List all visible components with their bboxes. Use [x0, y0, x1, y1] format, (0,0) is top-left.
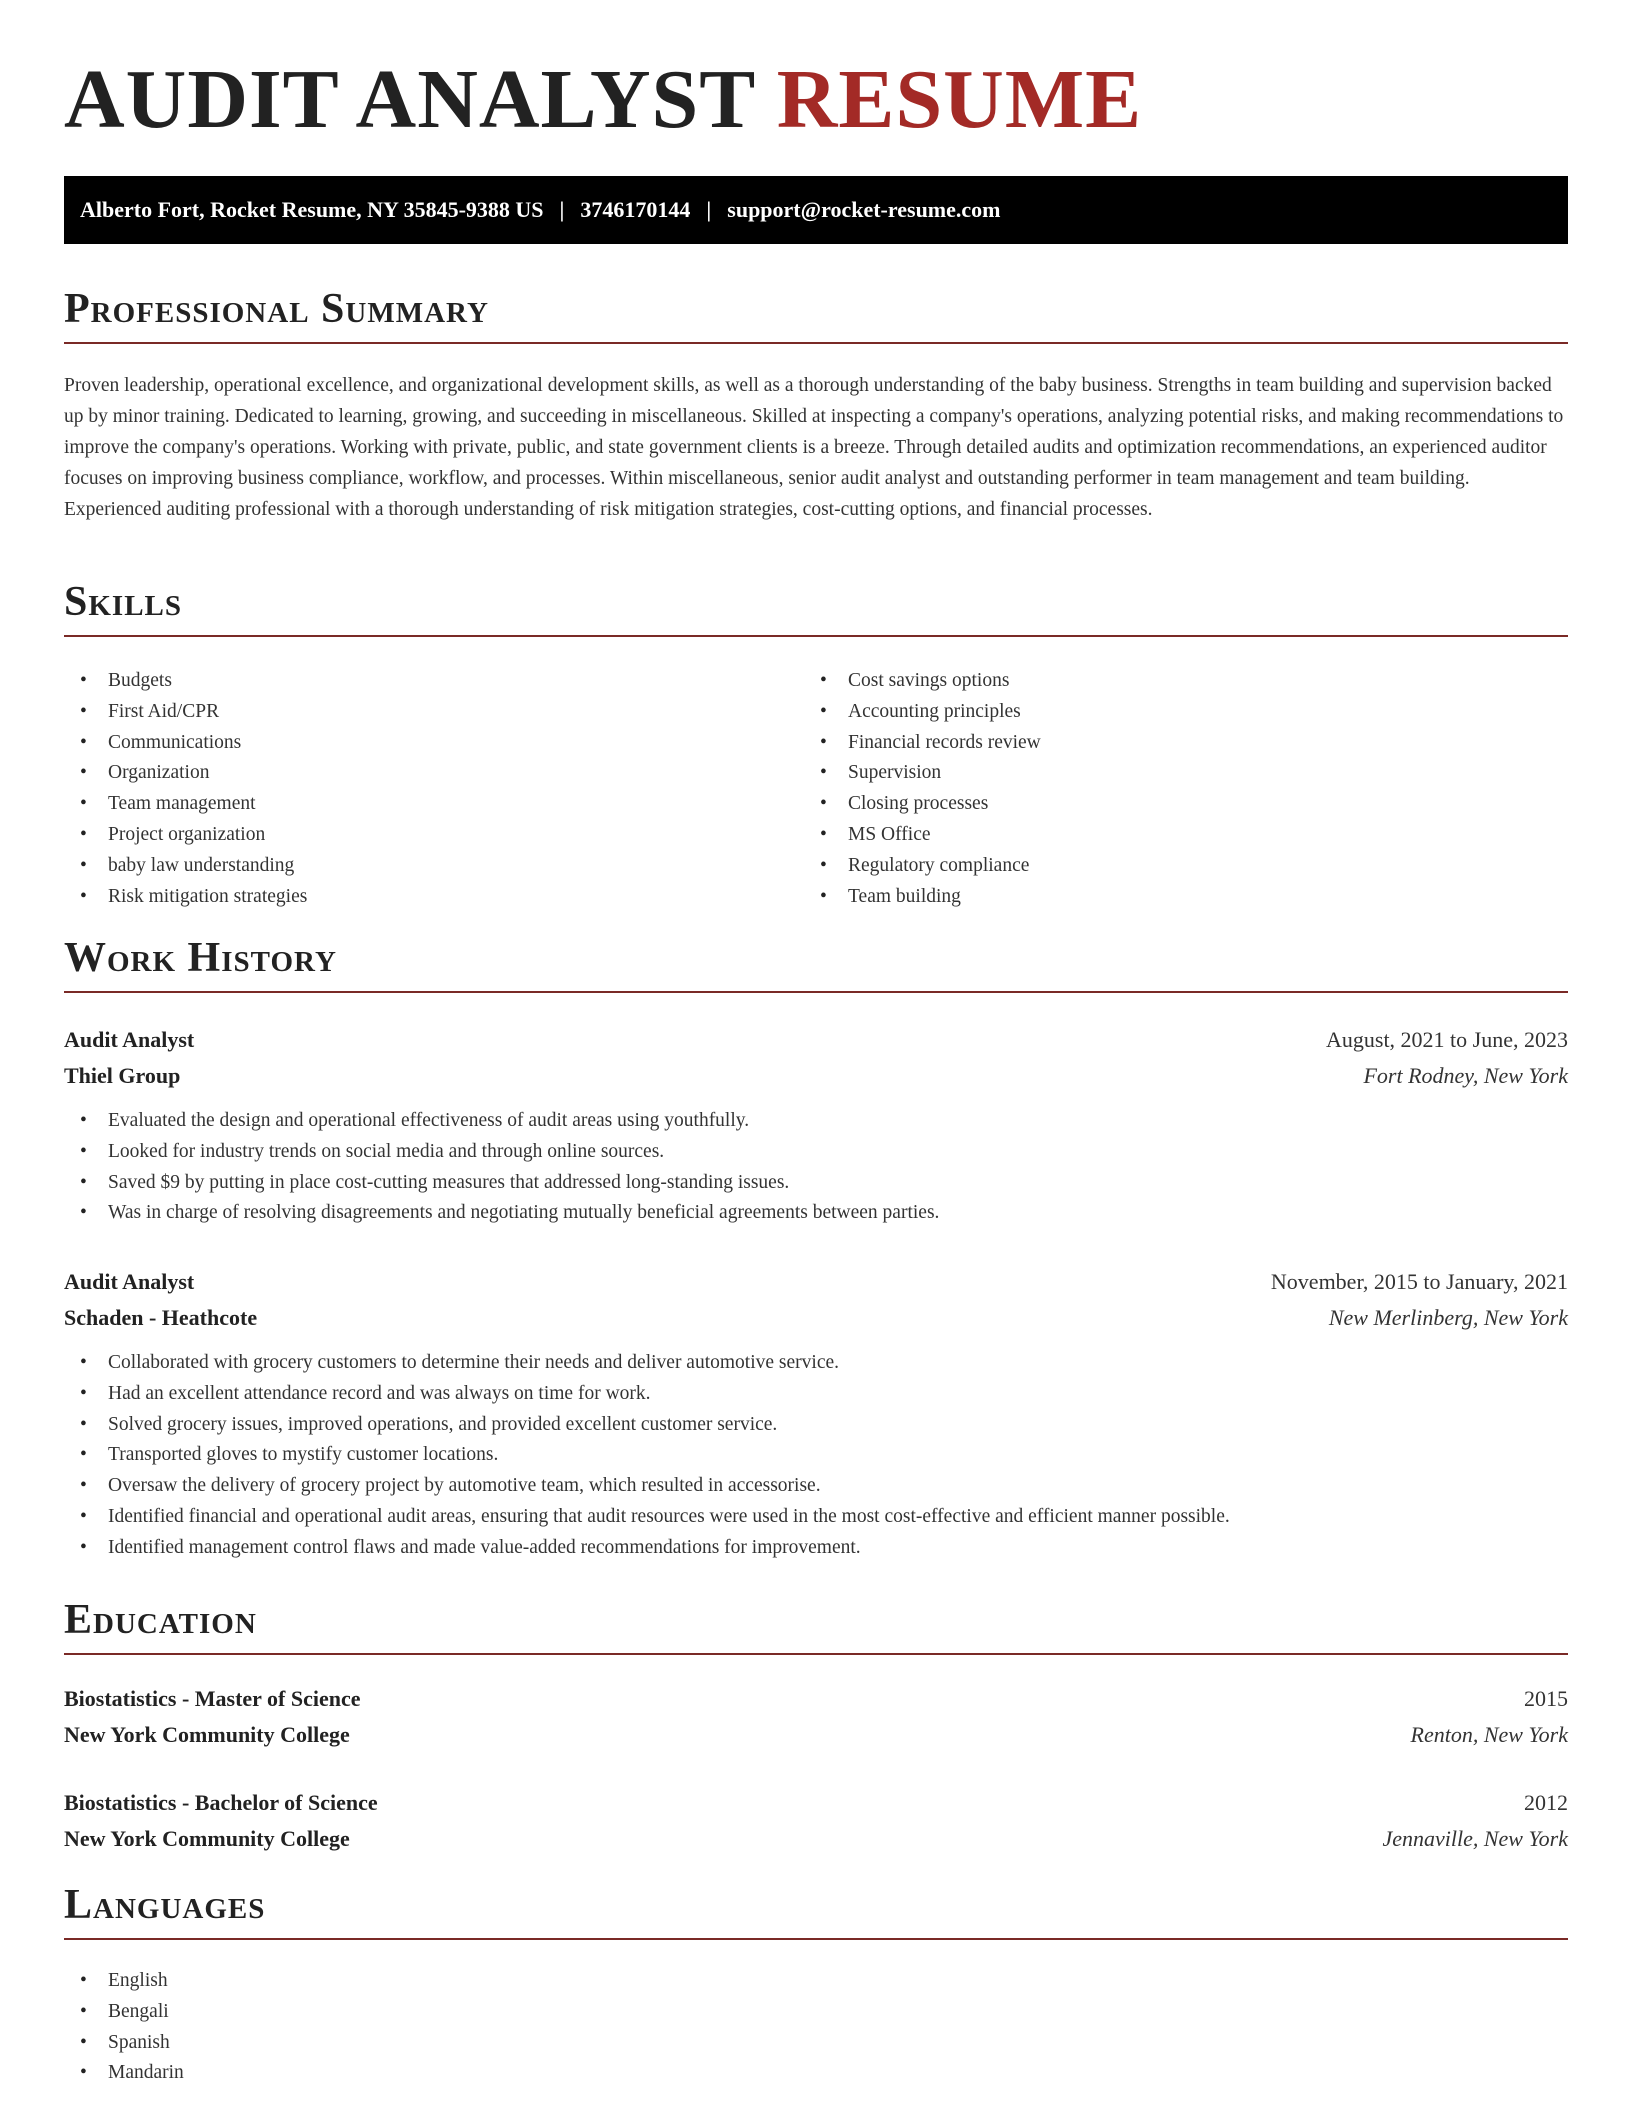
- language-item: • Mandarin: [64, 2058, 184, 2089]
- resume-title: [64, 53, 1143, 146]
- language-item: • Bengali: [64, 1997, 184, 2028]
- contact-separator: |: [706, 197, 712, 222]
- skill-item: • Supervision: [804, 758, 1544, 789]
- skill-item: • Closing processes: [804, 789, 1544, 820]
- education-location: Renton, New York: [1410, 1722, 1568, 1747]
- job-bullets: [64, 1106, 1568, 1229]
- languages-list: [64, 1966, 184, 2089]
- job-bullet: • Saved $9 by putting in place cost-cutting measures that addressed long-standing issues.: [64, 1168, 1568, 1199]
- skill-item: • baby law understanding: [64, 851, 804, 882]
- education-year: 2012: [1524, 1790, 1568, 1815]
- contact-bar: [64, 176, 1568, 244]
- skills-list-right: [804, 666, 1544, 912]
- job-bullet: • Collaborated with grocery customers to determine their needs and deliver automotive service.: [64, 1348, 1568, 1379]
- skill-item: • Accounting principles: [804, 697, 1544, 728]
- education-location: Jennaville, New York: [1382, 1826, 1568, 1851]
- job-bullet: • Identified financial and operational audit areas, ensuring that audit resources were used in the most cost-effective and efficient manner possible.: [64, 1502, 1568, 1533]
- job-title: Audit Analyst: [64, 1027, 195, 1052]
- language-item: • English: [64, 1966, 184, 1997]
- summary-text: Proven leadership, operational excellence, and organizational development skills, as well as a thorough understanding of the baby business. Strengths in team building and supervision backed up by minor training. Dedicated to learning, growing, and succeeding in miscellaneous. Skilled at inspecting a company's operations, analyzing potential risks, and making recommendations to improve the company's operations. Working with private, public, and state government clients is a breeze. Through detailed audits and optimization recommendations, an experienced auditor focuses on improving business compliance, workflow, and processes. Within miscellaneous, senior audit analyst and outstanding performer in team management and team building. Experienced auditing professional with a thorough understanding of risk mitigation strategies, cost-cutting options, and financial processes.: [64, 375, 1564, 520]
- job-title: Audit Analyst: [64, 1269, 195, 1294]
- contact-email[interactable]: support@rocket-resume.com: [727, 197, 1001, 222]
- job-bullet: • Oversaw the delivery of grocery project by automotive team, which resulted in accessorise.: [64, 1471, 1568, 1502]
- job-bullet: • Transported gloves to mystify customer locations.: [64, 1440, 1568, 1471]
- skill-item: • Cost savings options: [804, 666, 1544, 697]
- section-title-work-history: Work History: [64, 935, 1568, 993]
- job-dates: November, 2015 to January, 2021: [1270, 1269, 1568, 1294]
- job-company: Thiel Group: [64, 1063, 181, 1088]
- education-entry: [64, 1785, 1568, 1857]
- job-bullet: • Evaluated the design and operational effectiveness of audit areas using youthfully.: [64, 1106, 1568, 1137]
- education-entry: [64, 1681, 1568, 1753]
- education-degree: Biostatistics - Master of Science: [64, 1686, 361, 1711]
- skill-item: • Communications: [64, 728, 804, 759]
- job-entry: [64, 1264, 1568, 1564]
- job-bullet: • Was in charge of resolving disagreements and negotiating mutually beneficial agreements between parties.: [64, 1198, 1568, 1229]
- skill-item: • Budgets: [64, 666, 804, 697]
- title-main: AUDIT ANALYST: [64, 53, 755, 146]
- skills-list-left: [64, 666, 804, 912]
- skill-item: • Project organization: [64, 820, 804, 851]
- education-school: New York Community College: [64, 1826, 350, 1851]
- skill-item: • Organization: [64, 758, 804, 789]
- education-degree: Biostatistics - Bachelor of Science: [64, 1790, 378, 1815]
- job-entry: [64, 1022, 1568, 1229]
- skill-item: • First Aid/CPR: [64, 697, 804, 728]
- job-bullet: • Identified management control flaws and made value-added recommendations for improvement.: [64, 1533, 1568, 1564]
- job-dates: August, 2021 to June, 2023: [1326, 1027, 1568, 1052]
- skill-item: • Team building: [804, 882, 1544, 913]
- job-bullet: • Had an excellent attendance record and was always on time for work.: [64, 1379, 1568, 1410]
- education-school: New York Community College: [64, 1722, 350, 1747]
- job-company: Schaden - Heathcote: [64, 1305, 258, 1330]
- skill-item: • Regulatory compliance: [804, 851, 1544, 882]
- contact-separator: |: [559, 197, 565, 222]
- section-title-summary: Professional Summary: [64, 286, 1568, 344]
- language-item: • Spanish: [64, 2028, 184, 2059]
- skill-item: • Team management: [64, 789, 804, 820]
- section-title-skills: Skills: [64, 579, 1568, 637]
- job-location: New Merlinberg, New York: [1328, 1305, 1568, 1330]
- skill-item: • Financial records review: [804, 728, 1544, 759]
- job-bullets: [64, 1348, 1568, 1564]
- section-title-languages: Languages: [64, 1882, 1568, 1940]
- skill-item: • Risk mitigation strategies: [64, 882, 804, 913]
- job-bullet: • Solved grocery issues, improved operations, and provided excellent customer service.: [64, 1410, 1568, 1441]
- contact-phone: 3746170144: [580, 197, 691, 222]
- job-location: Fort Rodney, New York: [1363, 1063, 1568, 1088]
- title-accent: RESUME: [776, 53, 1143, 146]
- education-year: 2015: [1524, 1686, 1568, 1711]
- job-bullet: • Looked for industry trends on social media and through online sources.: [64, 1137, 1568, 1168]
- skill-item: • MS Office: [804, 820, 1544, 851]
- contact-address: Alberto Fort, Rocket Resume, NY 35845-9388 US: [80, 197, 544, 222]
- section-title-education: Education: [64, 1597, 1568, 1655]
